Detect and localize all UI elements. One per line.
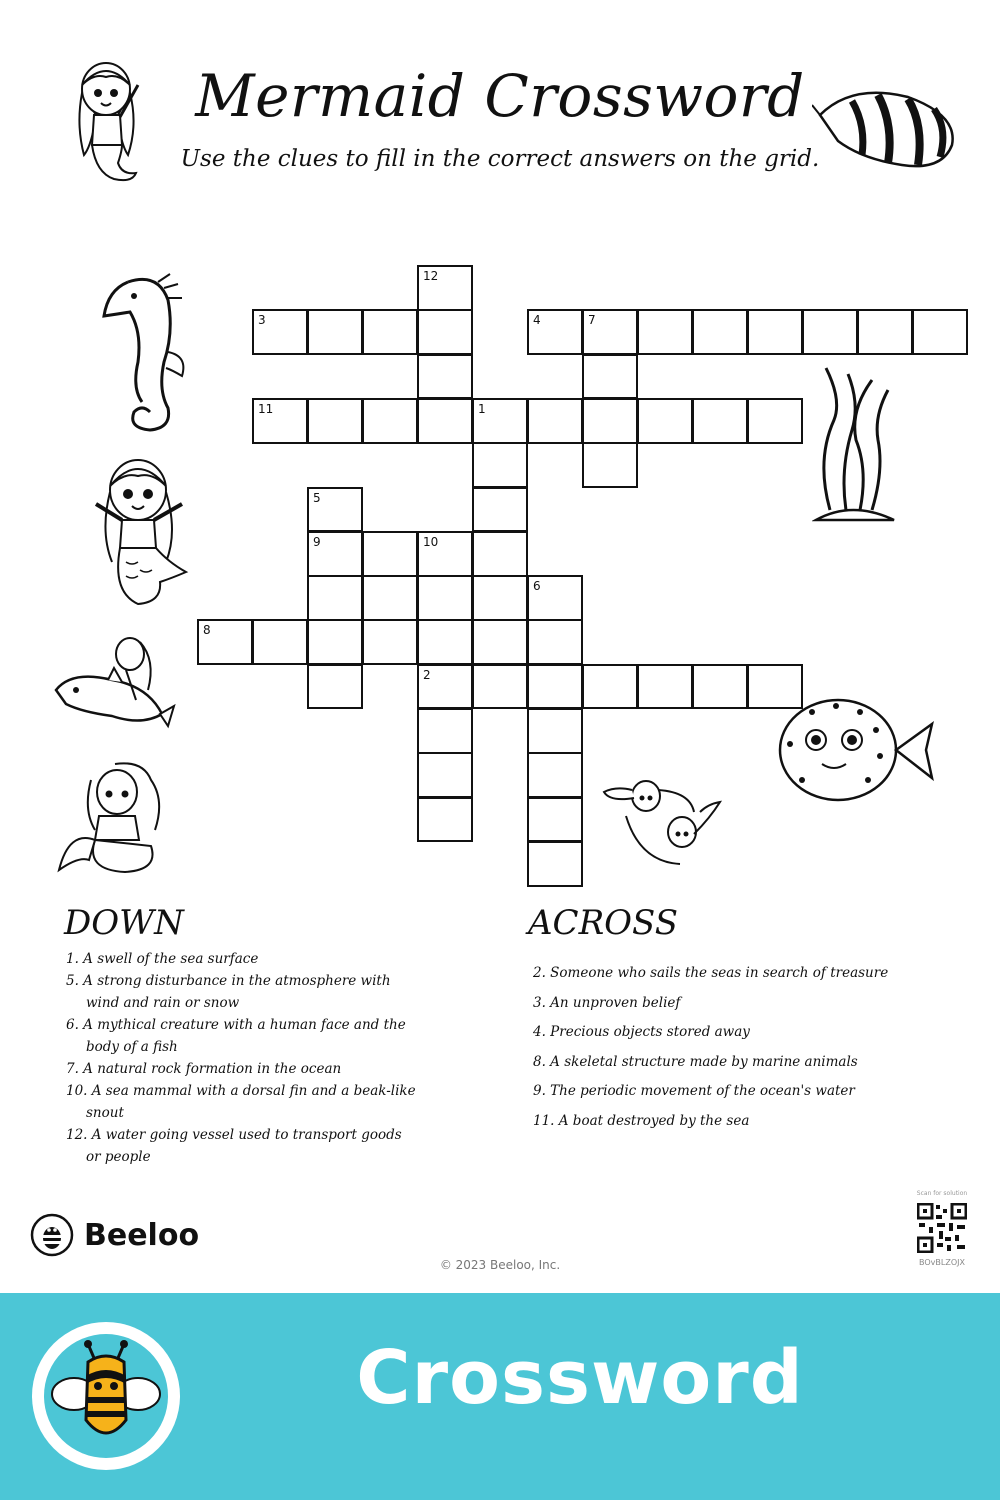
grid-cell[interactable] <box>527 841 583 887</box>
grid-cell[interactable] <box>857 309 913 355</box>
grid-cell[interactable] <box>417 398 473 444</box>
grid-cell[interactable] <box>747 398 803 444</box>
grid-cell[interactable] <box>307 309 363 355</box>
grid-cell[interactable] <box>362 575 418 621</box>
grid-cell[interactable] <box>527 752 583 798</box>
grid-cell[interactable] <box>637 664 693 710</box>
grid-cell[interactable] <box>747 664 803 710</box>
grid-cell[interactable] <box>417 531 473 577</box>
grid-cell[interactable] <box>692 309 748 355</box>
across-clue: 11. A boat destroyed by the sea <box>533 1112 750 1129</box>
down-clue: 1. A swell of the sea surface <box>66 951 259 967</box>
grid-cell[interactable] <box>362 619 418 665</box>
grid-cell[interactable] <box>417 354 473 400</box>
grid-cell[interactable] <box>527 708 583 754</box>
grid-cell[interactable] <box>362 398 418 444</box>
across-clue-list <box>533 962 953 1139</box>
down-clue: 7. A natural rock formation in the ocean <box>66 1061 342 1077</box>
copyright-text: © 2023 Beeloo, Inc. <box>439 1258 561 1272</box>
grid-cell[interactable] <box>472 398 528 444</box>
grid-cell[interactable] <box>472 487 528 533</box>
grid-cell[interactable] <box>582 442 638 488</box>
grid-cell[interactable] <box>417 619 473 665</box>
grid-cell[interactable] <box>417 309 473 355</box>
down-clue: 10. A sea mammal with a dorsal fin and a beak-like snout <box>66 1083 416 1121</box>
grid-cell[interactable] <box>582 309 638 355</box>
page-subtitle: Use the clues to fill in the correct answers on the grid. <box>180 146 820 172</box>
grid-cell[interactable] <box>417 265 473 311</box>
clue-number: 11 <box>258 401 274 416</box>
brand-name: Beeloo <box>84 1217 200 1253</box>
brand-logo <box>30 1213 199 1257</box>
across-heading: ACROSS <box>528 903 679 943</box>
grid-cell[interactable] <box>417 752 473 798</box>
grid-cell[interactable] <box>307 398 363 444</box>
down-clue-list <box>66 948 416 1168</box>
down-clue: 5. A strong disturbance in the atmosphere with wind and rain or snow <box>66 973 391 1011</box>
grid-cell[interactable] <box>417 664 473 710</box>
qr-code-text: BOvBLZOJX <box>919 1258 965 1267</box>
grid-cell[interactable] <box>692 398 748 444</box>
grid-cell[interactable] <box>252 309 308 355</box>
grid-cell[interactable] <box>472 531 528 577</box>
bee-mascot-icon <box>30 1320 182 1472</box>
grid-cell[interactable] <box>252 619 308 665</box>
grid-cell[interactable] <box>307 575 363 621</box>
grid-cell[interactable] <box>417 797 473 843</box>
grid-cell[interactable] <box>362 309 418 355</box>
grid-cell[interactable] <box>527 619 583 665</box>
grid-cell[interactable] <box>307 664 363 710</box>
grid-cell[interactable] <box>472 442 528 488</box>
down-clue: 6. A mythical creature with a human face and the body of a fish <box>66 1017 406 1055</box>
grid-cell[interactable] <box>527 797 583 843</box>
banner-title: Crossword <box>356 1335 804 1421</box>
grid-cell[interactable] <box>802 309 858 355</box>
grid-cell[interactable] <box>912 309 968 355</box>
grid-cell[interactable] <box>637 309 693 355</box>
grid-cell[interactable] <box>362 531 418 577</box>
grid-cell[interactable] <box>582 664 638 710</box>
bee-icon <box>30 1213 74 1257</box>
grid-cell[interactable] <box>472 619 528 665</box>
clue-number: 12 <box>423 269 439 283</box>
grid-cell[interactable] <box>307 487 363 533</box>
qr-code-image[interactable] <box>917 1203 967 1253</box>
grid-cell[interactable] <box>527 398 583 444</box>
grid-cell[interactable] <box>307 531 363 577</box>
grid-cell[interactable] <box>527 309 583 355</box>
grid-cell[interactable] <box>417 708 473 754</box>
grid-cell[interactable] <box>472 664 528 710</box>
grid-cell[interactable] <box>197 619 253 665</box>
grid-cell[interactable] <box>307 619 363 665</box>
clue-number: 5 <box>313 490 321 505</box>
across-clue: 4. Precious objects stored away <box>533 1024 750 1040</box>
across-clue: 3. An unproven belief <box>533 994 681 1011</box>
clue-number: 2 <box>423 667 431 682</box>
clue-number: 7 <box>588 313 596 328</box>
grid-cell[interactable] <box>582 398 638 444</box>
grid-cell[interactable] <box>472 575 528 621</box>
grid-cell[interactable] <box>417 575 473 621</box>
across-clue: 9. The periodic movement of the ocean's water <box>533 1083 855 1099</box>
page-title: Mermaid Crossword <box>195 62 805 130</box>
clue-number: 10 <box>423 534 439 549</box>
grid-cell[interactable] <box>747 309 803 355</box>
clue-number: 4 <box>533 313 541 328</box>
grid-cell[interactable] <box>637 398 693 444</box>
bottom-banner <box>0 1293 1000 1500</box>
clue-number: 9 <box>313 534 321 549</box>
clue-number: 8 <box>203 623 211 638</box>
grid-cell[interactable] <box>252 398 308 444</box>
clue-number: 1 <box>478 401 486 416</box>
across-clue: 8. A skeletal structure made by marine animals <box>533 1053 858 1070</box>
across-clue: 2. Someone who sails the seas in search of treasure <box>533 965 889 981</box>
clue-number: 3 <box>258 313 266 328</box>
grid-cell[interactable] <box>527 664 583 710</box>
down-clue: 12. A water going vessel used to transport goods or people <box>66 1127 402 1165</box>
clue-number: 6 <box>533 579 541 594</box>
grid-cell[interactable] <box>582 354 638 400</box>
qr-caption: Scan for solution <box>916 1190 968 1197</box>
grid-cell[interactable] <box>692 664 748 710</box>
grid-cell[interactable] <box>527 575 583 621</box>
down-heading: DOWN <box>64 903 184 943</box>
